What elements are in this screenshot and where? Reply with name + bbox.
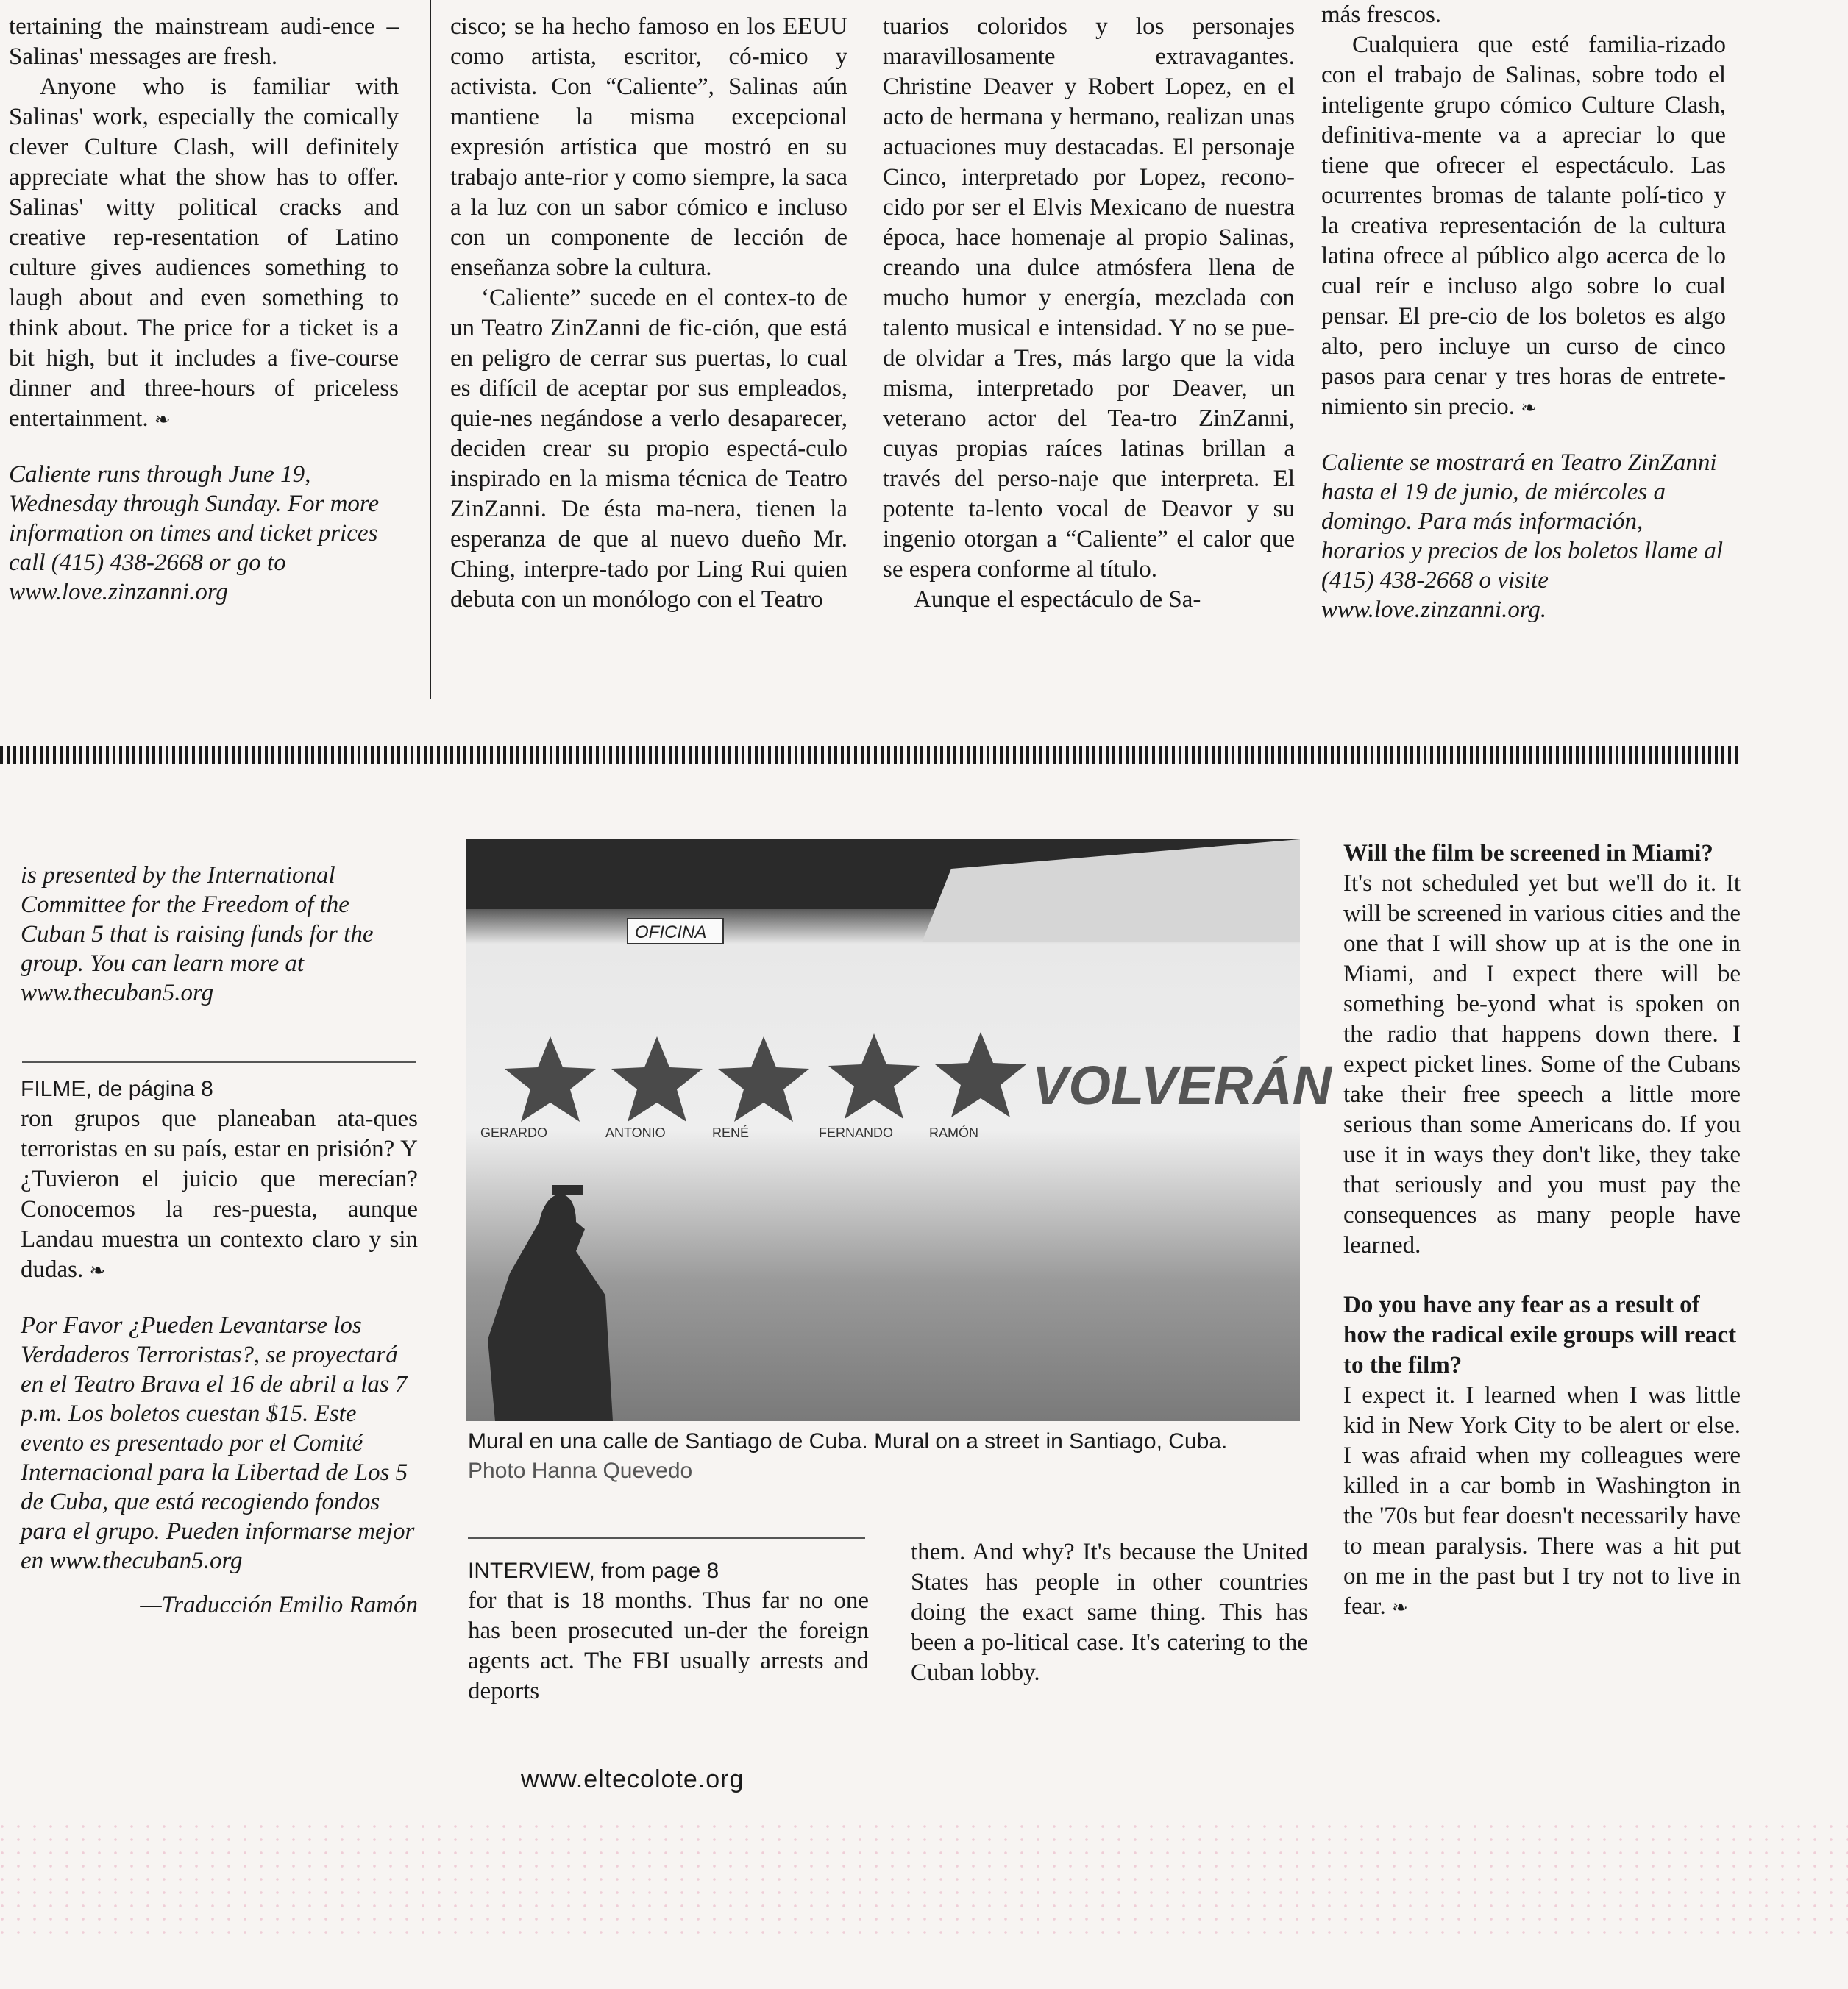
bird-icon: ❧ (154, 409, 171, 430)
paper-edge-texture (0, 1824, 1848, 1942)
interview-text-b: them. And why? It's because the United States has people in other countries doing the exact same thing. This has been a po-litical case. It's catering to the Cuban lobby. (911, 1539, 1308, 1686)
footer-url: www.eltecolote.org (521, 1765, 744, 1793)
bottom-left-column (21, 861, 418, 1620)
answer-2: I expect it. I learned when I was little kid in New York City to be alert or else. I was afraid when my colleagues were killed in a car bomb in Washington in the '70s but fear doesn't necessarily have to mean paralysis. There was a hit put on me in the past but I try not to live in fear. ❧ (1343, 1382, 1741, 1620)
top-column-1 (9, 12, 399, 607)
interview-text-a: for that is 18 months. Thus far no one has been prosecuted un-der the foreign agents act. The FBI usually arrests and deports (468, 1587, 869, 1704)
volveran-text: VOLVERÁN (1032, 1055, 1332, 1116)
hat-shadow (552, 1185, 583, 1195)
bird-icon: ❧ (1391, 1597, 1408, 1618)
star-4 (828, 1033, 920, 1119)
shadow-figure (488, 1195, 613, 1422)
bird-icon: ❧ (89, 1260, 106, 1281)
name-1: GERARDO (480, 1125, 548, 1140)
interview-jump-label: INTERVIEW, from page 8 (468, 1559, 719, 1583)
interview-column-b (911, 1537, 1308, 1688)
star-3 (718, 1036, 809, 1122)
filme-body: ron grupos que planeaban ata-ques terroristas en su país, estar en prisión? Y ¿Tuvieron el juicio que merecían? Conocemos la res-puesta, aunque Landau muestra un contexto claro y sin dudas. ❧ (21, 1106, 418, 1283)
star-1 (505, 1036, 596, 1122)
name-4: FERNANDO (819, 1125, 894, 1140)
film-note-en: is presented by the International Committee for the Freedom of the Cuban 5 that is raising funds for the group. You can learn more at www.thecuban5.org (21, 862, 374, 1006)
name-3: RENÉ (712, 1125, 750, 1140)
star-5 (935, 1032, 1026, 1117)
interview-rule (468, 1537, 865, 1539)
top-col2-para2: ‘Caliente” sucede en el contex-to de un Teatro ZinZanni de fic-ción, que está en peligro de cerrar sus puertas, lo cual es difícil de aceptar por sus empleados, quie-nes negándose a verlo desaparecer, deciden crear su propio espectá-culo inspirado en la misma técnica de Teatro ZinZanni. De ésta ma-nera, tienen la esperanza de que al nuevo dueño Mr. Ching, interpre-tado por Ling Rui quien debuta con un monólogo con el Teatro (450, 285, 847, 613)
top-col4-para1: más frescos. (1321, 1, 1442, 28)
qa-column (1343, 839, 1741, 1623)
top-col1-para1: tertaining the mainstream audi-ence – Salinas' messages are fresh. (9, 13, 399, 70)
question-2: Do you have any fear as a result of how the radical exile groups will react to the film? (1343, 1292, 1737, 1378)
photo-caption (468, 1427, 1307, 1486)
top-column-2 (450, 12, 847, 615)
name-2: ANTONIO (605, 1125, 666, 1140)
mural-photo (466, 839, 1332, 1421)
star-2 (611, 1036, 703, 1122)
name-labels (480, 1125, 978, 1140)
stars (505, 1032, 1026, 1122)
top-col3-para1: tuarios coloridos y los personajes maravillosamente extravagantes. Christine Deaver y Robert Lopez, en el acto de hermana y hermano, realizan unas actuaciones muy destacadas. El personaje Cinco, interpretado por Lopez, recono-cido por ser el Elvis Mexicano de nuestra época, hace homenaje al propio Salinas, creando una dulce atmósfera llena de mucho humor y energía, mezclada con talento musical e intensidad. Y no se pue-de olvidar a Tres, más largo que la vida misma, interpretado por Deaver, un veterano actor del Tea-tro ZinZanni, cuyas propias raíces latinas brillan a través del perso-naje que interpreta. El potente ta-lento vocal de Deavor y su ingenio otorgan a “Caliente” el calor que se espera conforme al título. (883, 13, 1295, 583)
top-column-3 (883, 12, 1295, 615)
rule (22, 1061, 416, 1063)
interview-column-a (468, 1556, 869, 1707)
top-column-4 (1321, 0, 1726, 625)
top-col4-para2: Cualquiera que esté familia-rizado con el trabajo de Salinas, sobre todo el inteligente grupo cómico Culture Clash, definitiva-mente va a apreciar lo que tiene que ofrecer el espectáculo. Las ocurrentes bromas de talante polí-tico y la creativa representación de la cultura latina ofrece al público algo acerca de lo cual reír e incluso algo sobre lo cual pensar. El pre-cio de los boletos es algo alto, pero incluye un curso de cinco pasos para cenar y tres horas de entrete-nimiento sin precio. ❧ (1321, 32, 1726, 420)
caption-english: Mural on a street in Santiago, Cuba. (874, 1429, 1228, 1454)
mural-photo-graphic (466, 839, 1332, 1421)
top-col4-note: Caliente se mostrará en Teatro ZinZanni hasta el 19 de junio, de miércoles a domingo. Para más información, horarios y precios de los boletos llame al (415) 438-2668 o visite www.love.zinzanni.org. (1321, 449, 1723, 623)
name-5: RAMÓN (929, 1125, 978, 1140)
translator-credit: —Traducción Emilio Ramón (140, 1592, 418, 1618)
caption-spanish: Mural en una calle de Santiago de Cuba. (468, 1429, 868, 1454)
film-note-es: Por Favor ¿Pueden Levantarse los Verdaderos Terroristas?, se proyectará en el Teatro Brava el 16 de abril a las 7 p.m. Los boletos cuestan $15. Este evento es presentado por el Comité Internacional para la Libertad de Los 5 de Cuba, que está recogiendo fondos para el grupo. Pueden informarse mejor en www.thecuban5.org (21, 1312, 415, 1574)
bird-icon: ❧ (1521, 397, 1538, 419)
oficina-sign-text: OFICINA (635, 922, 707, 942)
top-col2-para1: cisco; se ha hecho famoso en los EEUU como artista, escritor, có-mico y activista. Con “Caliente”, Salinas aún mantiene la misma excepcional expresión artística que mostró en su trabajo ante-rior y como siempre, la saca a la luz con un sabor cómico e incluso con un componente de lección de enseñanza sobre la cultura. (450, 13, 847, 281)
section-divider (0, 746, 1738, 764)
top-col1-note: Caliente runs through June 19, Wednesday through Sunday. For more information on times and ticket prices call (415) 438-2668 or go to www.love.zinzanni.org (9, 461, 380, 605)
top-col3-para2: Aunque el espectáculo de Sa- (914, 586, 1201, 613)
photo-credit: Photo Hanna Quevedo (468, 1459, 693, 1483)
top-col1-para2: Anyone who is familiar with Salinas' work, especially the comically clever Culture Clash, will definitely appreciate what the show has to offer. Salinas' witty political cracks and creative rep-resentation of Latino culture gives audiences something to laugh about and even something to think about. The price for a ticket is a bit high, but it includes a five-course dinner and three-hours of priceless entertainment. ❧ (9, 74, 399, 432)
answer-1: It's not scheduled yet but we'll do it. It will be screened in various cities and the one that I will show up at is the one in Miami, and I expect there will be something be-yond what is spoken on the radio that happens down there. I expect picket lines. Some of the Cubans take their free speech a little more serious than some Americans do. If you use it in ways they don't like, they take that seriously and you must pay the consequences as many people have learned. (1343, 870, 1741, 1259)
question-1: Will the film be screened in Miami? (1343, 840, 1713, 867)
column-divider (430, 0, 431, 699)
filme-jump-label: FILME, de página 8 (21, 1077, 213, 1101)
